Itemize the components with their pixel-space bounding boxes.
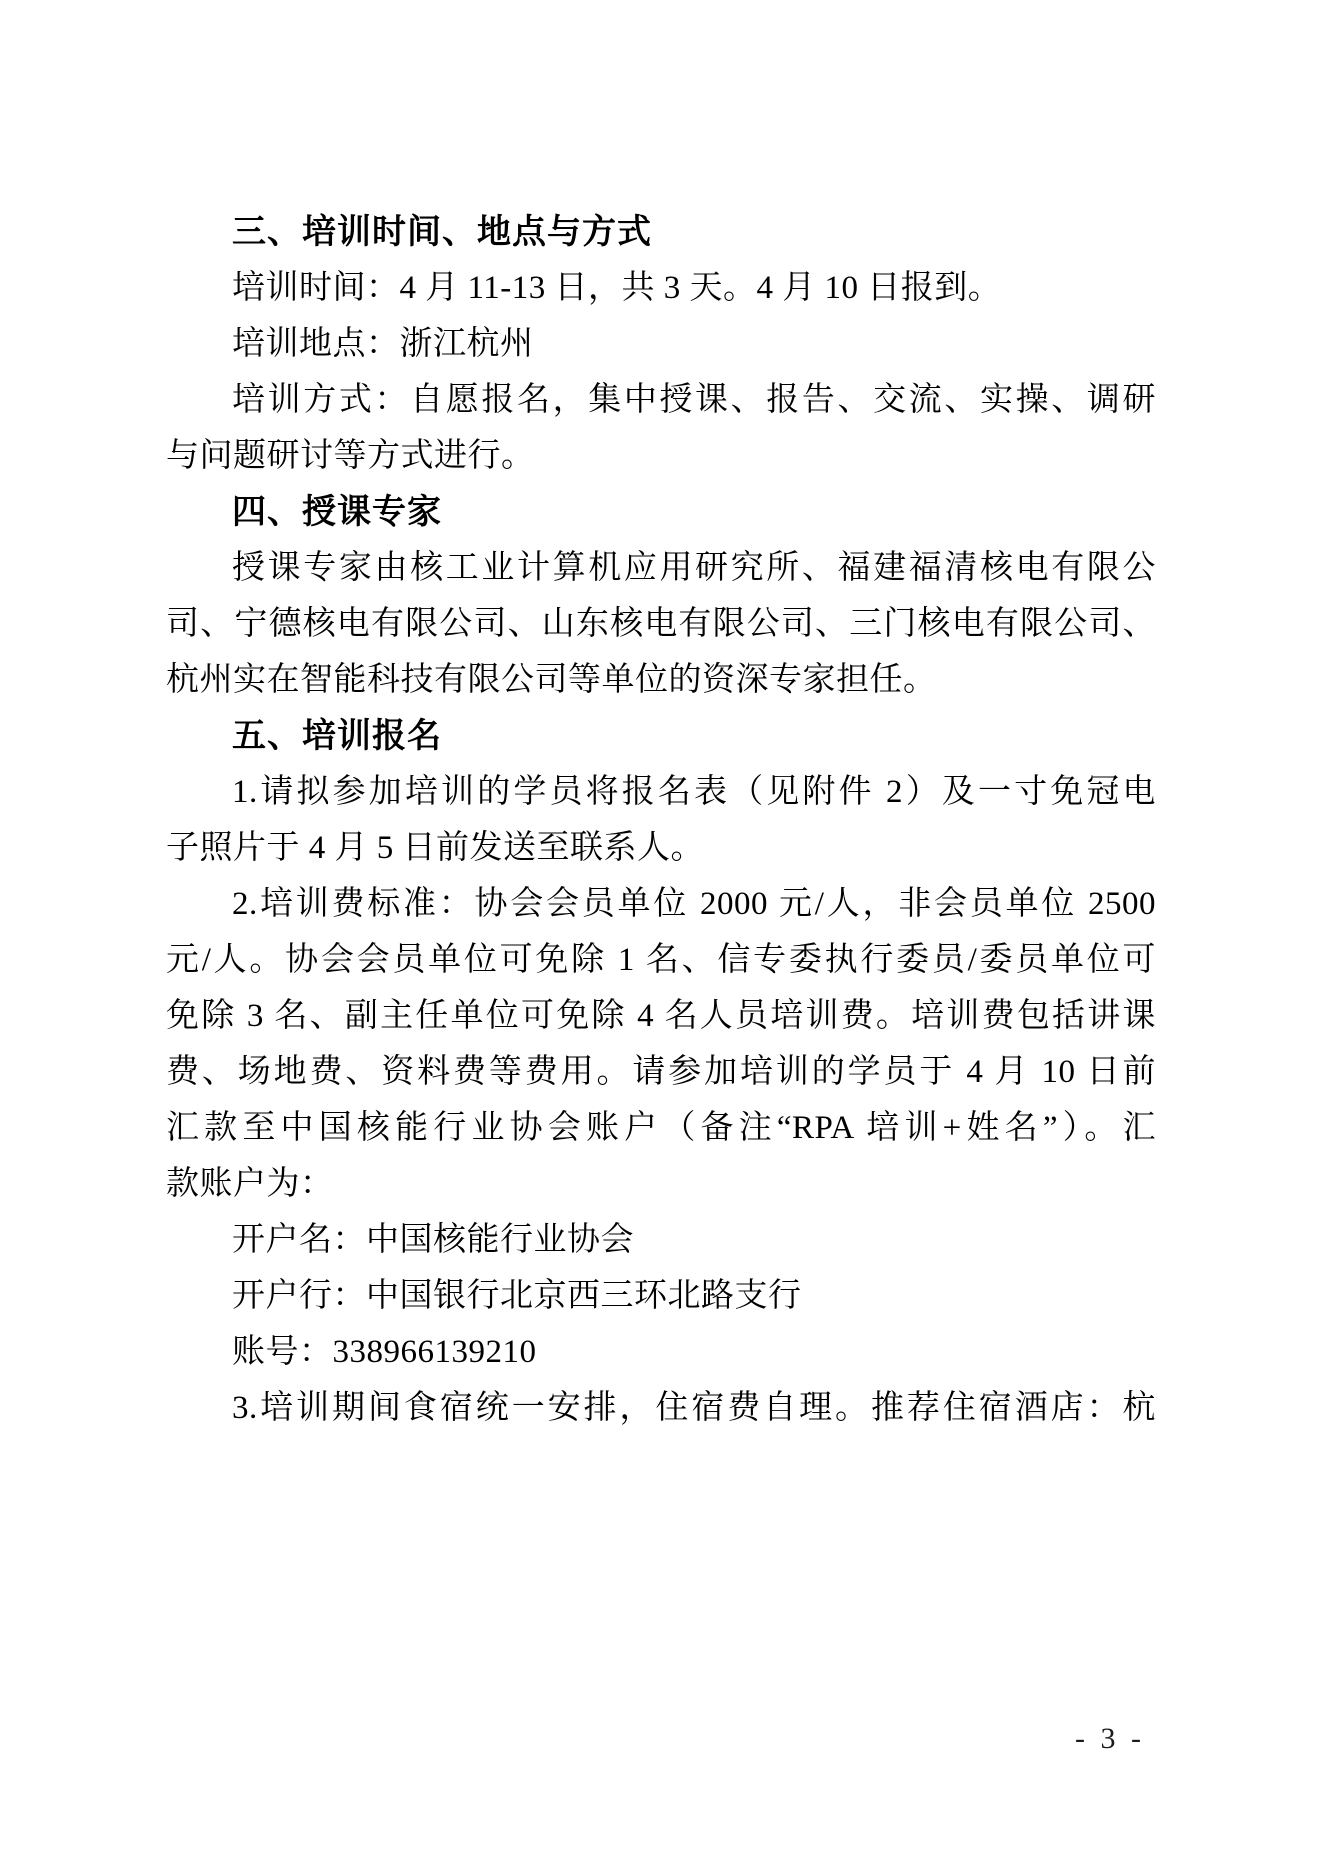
doc-line: 免除 3 名、副主任单位可免除 4 名人员培训费。培训费包括讲课 [166,998,1156,1034]
doc-line-training-location: 培训地点：浙江杭州 [232,326,534,362]
doc-line: 元/人。协会会员单位可免除 1 名、信专委执行委员/委员单位可 [166,942,1156,978]
section-heading-5: 五、培训报名 [232,717,442,755]
page-number: - 3 - [1075,1722,1145,1755]
doc-line-account-number: 账号：338966139210 [232,1334,537,1370]
doc-line: 费、场地费、资料费等费用。请参加培训的学员于 4 月 10 日前 [166,1054,1156,1090]
doc-line-account-name: 开户名：中国核能行业协会 [232,1222,634,1258]
doc-line-lodging: 3.培训期间食宿统一安排，住宿费自理。推荐住宿酒店：杭 [232,1390,1156,1426]
doc-line-bank-branch: 开户行：中国银行北京西三环北路支行 [232,1278,802,1314]
document-body [166,204,1156,1436]
doc-line: 子照片于 4 月 5 日前发送至联系人。 [166,830,704,866]
doc-line-registration-1: 1.请拟参加培训的学员将报名表（见附件 2）及一寸免冠电 [232,774,1156,810]
doc-line: 与问题研讨等方式进行。 [166,438,535,474]
doc-line: 杭州实在智能科技有限公司等单位的资深专家担任。 [166,662,937,698]
section-heading-3: 三、培训时间、地点与方式 [232,213,652,251]
doc-line-training-time: 培训时间：4 月 11-13 日，共 3 天。4 月 10 日报到。 [232,270,1002,306]
doc-line-experts: 授课专家由核工业计算机应用研究所、福建福清核电有限公 [232,550,1156,586]
doc-line: 司、宁德核电有限公司、山东核电有限公司、三门核电有限公司、 [166,606,1156,642]
doc-line: 汇款至中国核能行业协会账户（备注“RPA 培训+姓名”）。汇 [166,1110,1156,1146]
doc-line-training-method: 培训方式：自愿报名，集中授课、报告、交流、实操、调研 [232,382,1156,418]
section-heading-4: 四、授课专家 [232,493,442,531]
doc-line-fee-standard: 2.培训费标准：协会会员单位 2000 元/人，非会员单位 2500 [232,886,1156,922]
doc-line: 款账户为： [166,1166,334,1202]
